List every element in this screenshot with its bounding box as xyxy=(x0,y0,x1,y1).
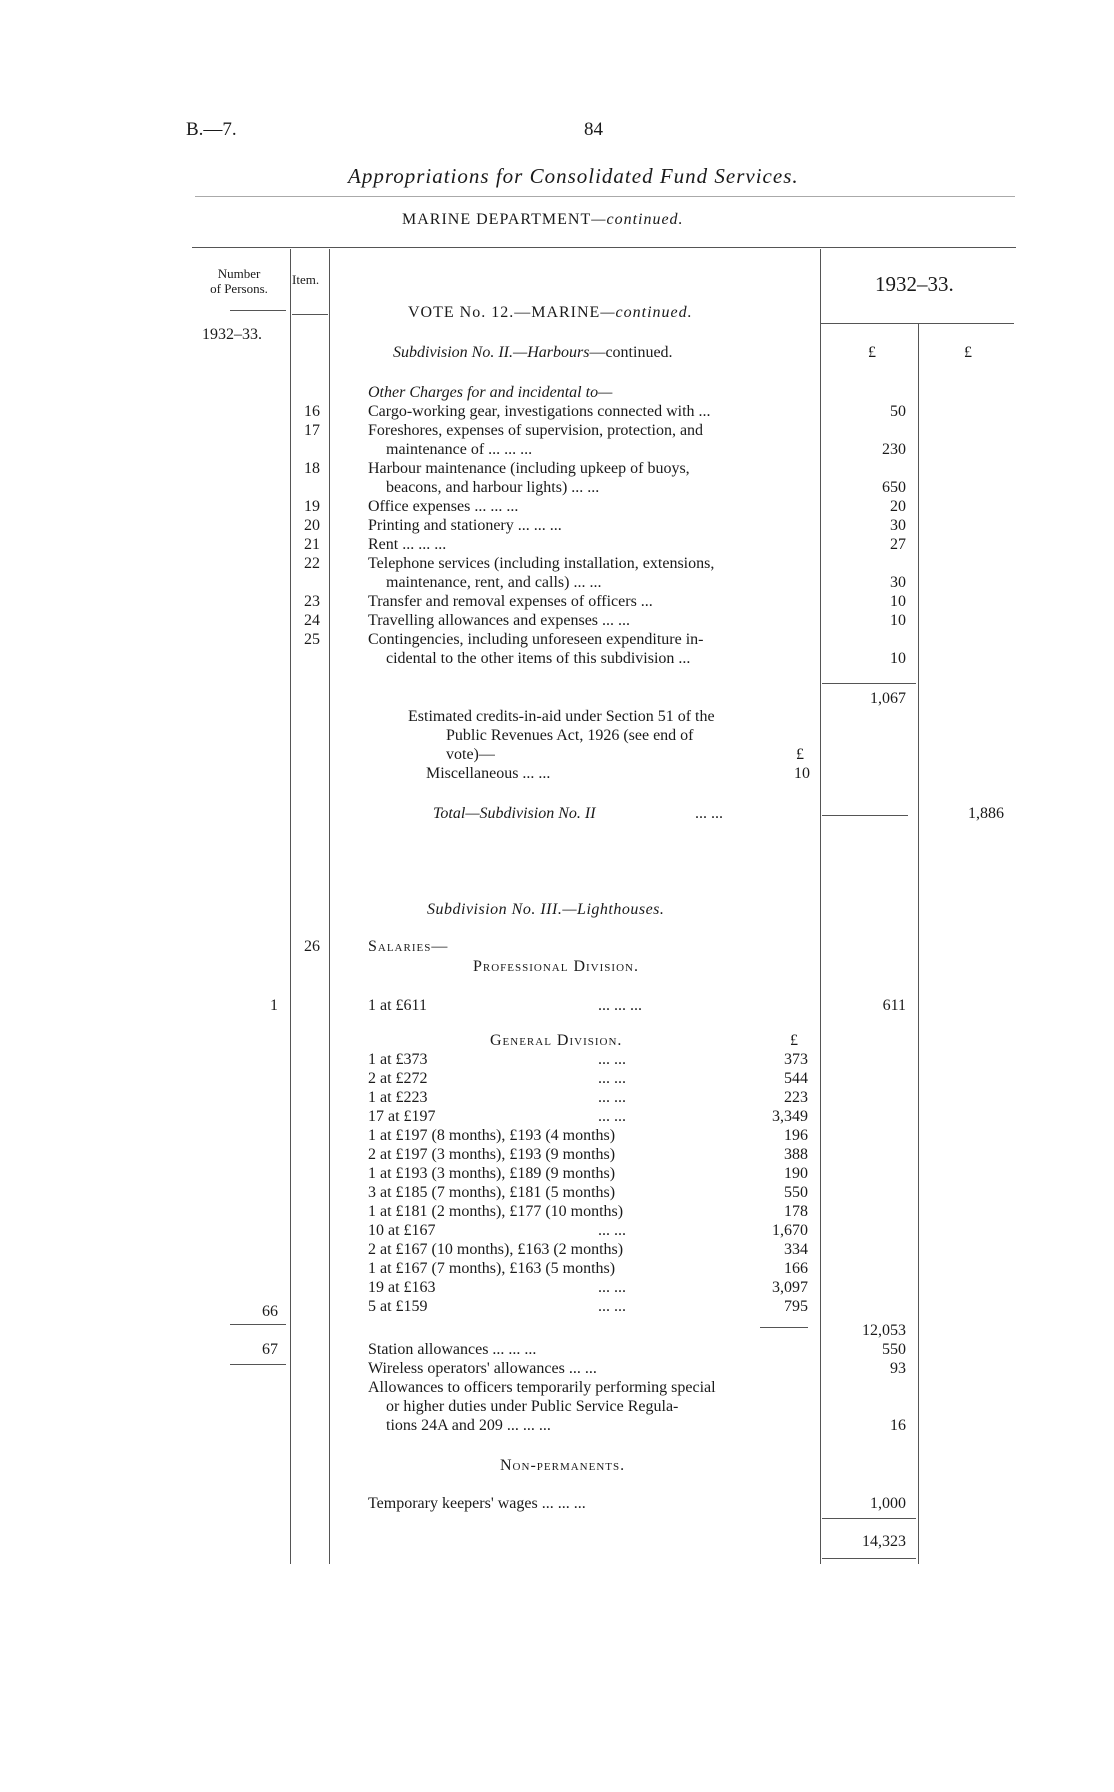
total-persons-count: 67 xyxy=(262,1341,278,1358)
salary-row-value: 1,670 xyxy=(772,1222,808,1239)
salary-row-label: 2 at £167 (10 months), £163 (2 months) xyxy=(368,1241,624,1258)
salary-row-value: 334 xyxy=(784,1241,808,1258)
charge-amount: 650 xyxy=(882,479,906,496)
persons-column-rule xyxy=(290,249,291,1564)
amount-currency-symbol: £ xyxy=(868,344,876,361)
allowance-line: tions 24A and 209 ... ... ... xyxy=(386,1417,551,1434)
table-top-rule xyxy=(192,247,1016,248)
salary-row-dots: ... ... xyxy=(598,1108,626,1125)
salary-row-dots: ... ... xyxy=(598,1298,626,1315)
persons-total-rule-top xyxy=(230,1324,286,1325)
charge-description-line: Harbour maintenance (including upkeep of buoys, xyxy=(368,460,690,477)
harbours-total-dots: ... ... xyxy=(695,805,723,822)
persons-heading-rule xyxy=(230,310,286,311)
charge-description-line: Cargo-working gear, investigations connected with ... xyxy=(368,403,711,420)
general-division-heading: General Division. xyxy=(490,1032,623,1049)
credits-line: Estimated credits-in-aid under Section 51 of the xyxy=(408,708,715,725)
charge-description-line: beacons, and harbour lights) ... ... xyxy=(386,479,600,496)
item-number: 24 xyxy=(304,612,320,629)
item-number: 19 xyxy=(304,498,320,515)
item-number: 18 xyxy=(304,460,320,477)
document-code: B.—7. xyxy=(186,119,237,140)
charge-amount: 50 xyxy=(890,403,906,420)
allowance-line: Wireless operators' allowances ... ... xyxy=(368,1360,597,1377)
harbours-total-amount: 1,886 xyxy=(968,805,1004,822)
persons-heading-line1: Number xyxy=(217,266,261,281)
salary-row-label: 3 at £185 (7 months), £181 (5 months) xyxy=(368,1184,616,1201)
salary-row-value: 550 xyxy=(784,1184,808,1201)
credits-currency-symbol: £ xyxy=(796,746,804,763)
item-column-rule xyxy=(329,249,330,1564)
salary-row-label: 10 at £167 xyxy=(368,1222,436,1239)
charge-description-line: Transfer and removal expenses of officers ... xyxy=(368,593,653,610)
allowance-amount: 550 xyxy=(882,1341,906,1358)
allowance-line: Allowances to officers temporarily performing special xyxy=(368,1379,716,1396)
general-division-total: 12,053 xyxy=(862,1322,906,1339)
salary-row-label: 2 at £272 xyxy=(368,1070,428,1087)
harbours-total-label: Total—Subdivision No. II xyxy=(433,805,596,822)
salary-row-label: 1 at £193 (3 months), £189 (9 months) xyxy=(368,1165,616,1182)
charge-amount: 20 xyxy=(890,498,906,515)
vote-suffix: —continued. xyxy=(600,304,693,321)
salary-row-dots: ... ... xyxy=(598,1051,626,1068)
salary-row-value: 196 xyxy=(784,1127,808,1144)
professional-row-dots: ... ... ... xyxy=(598,997,642,1014)
charge-description-line: Contingencies, including unforeseen expenditure in- xyxy=(368,631,704,648)
amount-heading-rule xyxy=(820,323,1014,324)
non-permanents-heading: Non-permanents. xyxy=(500,1457,626,1474)
credits-line: Public Revenues Act, 1926 (see end of xyxy=(446,727,694,744)
department-suffix: —continued. xyxy=(591,211,684,228)
salaries-heading: Salaries— xyxy=(368,938,449,955)
harbours-total-rule xyxy=(822,815,908,816)
salary-row-value: 795 xyxy=(784,1298,808,1315)
lighthouses-subtotal-rule-bottom xyxy=(822,1558,916,1559)
charge-description-line: maintenance of ... ... ... xyxy=(386,441,533,458)
credits-line: Miscellaneous ... ... xyxy=(426,765,551,782)
lighthouses-subtotal-rule-top xyxy=(822,1518,916,1519)
charge-amount: 230 xyxy=(882,441,906,458)
general-currency-symbol: £ xyxy=(790,1032,798,1049)
vote-name: VOTE No. 12.—MARINE xyxy=(408,304,601,321)
year-heading-right: 1932–33. xyxy=(875,272,954,296)
temporary-keepers-label: Temporary keepers' wages ... ... ... xyxy=(368,1495,586,1512)
charge-amount: 10 xyxy=(890,650,906,667)
item-heading: Item. xyxy=(292,272,320,287)
harbours-subtotal: 1,067 xyxy=(870,690,906,707)
lighthouses-subtotal: 14,323 xyxy=(862,1533,906,1550)
amount-column-rule xyxy=(820,249,821,1564)
salary-row-label: 5 at £159 xyxy=(368,1298,428,1315)
professional-row-label: 1 at £611 xyxy=(368,997,427,1014)
persons-heading-line2: of Persons. xyxy=(210,281,268,296)
charge-amount: 10 xyxy=(890,593,906,610)
charge-amount: 30 xyxy=(890,574,906,591)
item-heading-rule xyxy=(292,314,328,315)
charge-description-line: Printing and stationery ... ... ... xyxy=(368,517,562,534)
salary-row-label: 1 at £197 (8 months), £193 (4 months) xyxy=(368,1127,616,1144)
charge-description-line: Foreshores, expenses of supervision, protection, and xyxy=(368,422,704,439)
salary-row-label: 2 at £197 (3 months), £193 (9 months) xyxy=(368,1146,616,1163)
charge-description-line: maintenance, rent, and calls) ... ... xyxy=(386,574,602,591)
item-number: 21 xyxy=(304,536,320,553)
charge-description-line: cidental to the other items of this subdivision ... xyxy=(386,650,691,667)
charge-amount: 10 xyxy=(890,612,906,629)
general-persons-count: 66 xyxy=(262,1303,278,1320)
salary-row-label: 1 at £181 (2 months), £177 (10 months) xyxy=(368,1203,624,1220)
lighthouses-item-number: 26 xyxy=(304,938,320,955)
salary-row-label: 1 at £223 xyxy=(368,1089,428,1106)
item-number: 17 xyxy=(304,422,320,439)
number-of-persons-heading xyxy=(196,266,282,296)
charge-description-line: Office expenses ... ... ... xyxy=(368,498,519,515)
item-number: 25 xyxy=(304,631,320,648)
salary-row-dots: ... ... xyxy=(598,1070,626,1087)
salary-row-label: 19 at £163 xyxy=(368,1279,436,1296)
salary-row-value: 190 xyxy=(784,1165,808,1182)
salary-row-dots: ... ... xyxy=(598,1089,626,1106)
year-heading-left: 1932–33. xyxy=(202,326,262,343)
harbours-subdivision-name: Subdivision No. II.—Harbours xyxy=(393,344,590,361)
credits-amount: 10 xyxy=(794,765,810,782)
salary-row-value: 3,097 xyxy=(772,1279,808,1296)
total-column-rule xyxy=(918,323,919,1564)
item-number: 23 xyxy=(304,593,320,610)
professional-amount: 611 xyxy=(882,997,906,1014)
salary-row-label: 1 at £167 (7 months), £163 (5 months) xyxy=(368,1260,616,1277)
other-charges-heading: Other Charges for and incidental to— xyxy=(368,384,613,401)
professional-persons-count: 1 xyxy=(270,997,278,1014)
charge-description-line: Travelling allowances and expenses ... ... xyxy=(368,612,631,629)
vote-title xyxy=(408,303,693,322)
allowance-line: or higher duties under Public Service Regula- xyxy=(386,1398,679,1415)
salary-row-label: 17 at £197 xyxy=(368,1108,436,1125)
allowance-line: Station allowances ... ... ... xyxy=(368,1341,537,1358)
persons-total-rule-bottom xyxy=(230,1364,286,1365)
professional-division-heading: Professional Division. xyxy=(473,958,639,975)
charge-amount: 27 xyxy=(890,536,906,553)
title-rule xyxy=(195,196,1015,197)
page-number: 84 xyxy=(584,119,603,140)
salary-row-value: 3,349 xyxy=(772,1108,808,1125)
item-number: 22 xyxy=(304,555,320,572)
harbours-subdivision-suffix: —continued. xyxy=(589,344,673,361)
charge-description-line: Rent ... ... ... xyxy=(368,536,447,553)
harbours-subtotal-rule xyxy=(822,683,916,684)
lighthouses-subdivision-title: Subdivision No. III.—Lighthouses. xyxy=(427,901,665,918)
page-title: Appropriations for Consolidated Fund Services. xyxy=(348,164,799,188)
salary-row-label: 1 at £373 xyxy=(368,1051,428,1068)
credits-line: vote)— xyxy=(446,746,495,763)
allowance-amount: 93 xyxy=(890,1360,906,1377)
general-sum-rule xyxy=(760,1327,808,1328)
item-number: 20 xyxy=(304,517,320,534)
charge-amount: 30 xyxy=(890,517,906,534)
item-number: 16 xyxy=(304,403,320,420)
total-currency-symbol: £ xyxy=(964,344,972,361)
department-name: MARINE DEPARTMENT xyxy=(402,211,592,228)
salary-row-value: 544 xyxy=(784,1070,808,1087)
department-title xyxy=(402,211,684,229)
salary-row-value: 388 xyxy=(784,1146,808,1163)
temporary-keepers-amount: 1,000 xyxy=(870,1495,906,1512)
harbours-subdivision-title xyxy=(393,343,673,362)
salary-row-dots: ... ... xyxy=(598,1279,626,1296)
salary-row-value: 178 xyxy=(784,1203,808,1220)
salary-row-value: 166 xyxy=(784,1260,808,1277)
salary-row-value: 223 xyxy=(784,1089,808,1106)
allowance-amount: 16 xyxy=(890,1417,906,1434)
salary-row-dots: ... ... xyxy=(598,1222,626,1239)
charge-description-line: Telephone services (including installation, extensions, xyxy=(368,555,715,572)
salary-row-value: 373 xyxy=(784,1051,808,1068)
